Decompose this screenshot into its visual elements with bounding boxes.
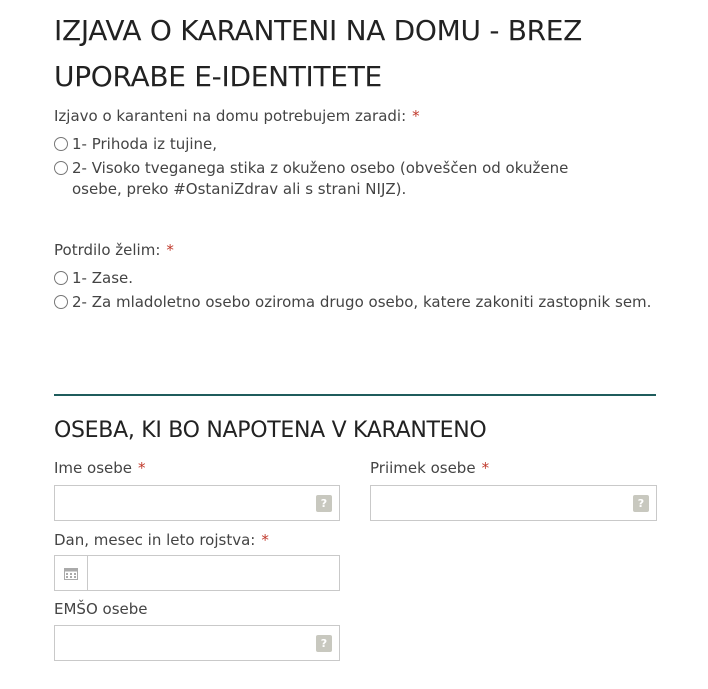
certificate-label-text: Potrdilo želim: (54, 241, 161, 259)
help-icon[interactable]: ? (633, 495, 649, 512)
required-asterisk: * (412, 107, 420, 125)
certificate-option-1[interactable] (54, 268, 654, 289)
section-divider (54, 394, 656, 396)
page-title: IZJAVA O KARANTENI NA DOMU - BREZ UPORABE E-IDENTITETE (54, 14, 583, 93)
birth-date-label (54, 531, 269, 549)
reason-label-text: Izjavo o karanteni na domu potrebujem zaradi: (54, 107, 407, 125)
first-name-label (54, 459, 146, 477)
radio-button[interactable] (54, 161, 68, 175)
reason-label (54, 107, 420, 125)
radio-button[interactable] (54, 271, 68, 285)
last-name-label-text: Priimek osebe (370, 459, 476, 477)
required-asterisk: * (138, 459, 146, 477)
required-asterisk: * (481, 459, 490, 477)
required-asterisk: * (261, 531, 269, 549)
certificate-option-1-label: 1- Zase. (72, 269, 134, 287)
certificate-option-2-label: 2- Za mladoletno osebo oziroma drugo osebo, katere zakoniti zastopnik sem. (72, 293, 652, 311)
help-icon[interactable]: ? (316, 635, 332, 652)
birth-date-input[interactable] (54, 555, 340, 591)
birth-date-label-text: Dan, mesec in leto rojstva: (54, 531, 256, 549)
first-name-input[interactable] (54, 485, 340, 521)
reason-option-1[interactable] (54, 134, 654, 155)
help-icon[interactable]: ? (316, 495, 332, 512)
radio-button[interactable] (54, 295, 68, 309)
section-title: OSEBA, KI BO NAPOTENA V KARANTENO (54, 418, 487, 443)
required-asterisk: * (166, 241, 174, 259)
certificate-label (54, 241, 174, 259)
first-name-label-text: Ime osebe (54, 459, 133, 477)
emso-label: EMŠO osebe (54, 600, 148, 618)
certificate-option-2[interactable] (54, 292, 674, 313)
radio-button[interactable] (54, 137, 68, 151)
calendar-icon[interactable] (55, 556, 88, 590)
reason-option-1-label: 1- Prihoda iz tujine, (72, 135, 218, 153)
last-name-label (370, 459, 489, 477)
reason-option-2[interactable] (54, 158, 614, 200)
reason-option-2-label: 2- Visoko tveganega stika z okuženo osebo (obveščen od okužene osebe, preko #OstaniZdrav ali s strani NIJZ). (72, 159, 569, 198)
last-name-input[interactable] (370, 485, 657, 521)
emso-input[interactable] (54, 625, 340, 661)
